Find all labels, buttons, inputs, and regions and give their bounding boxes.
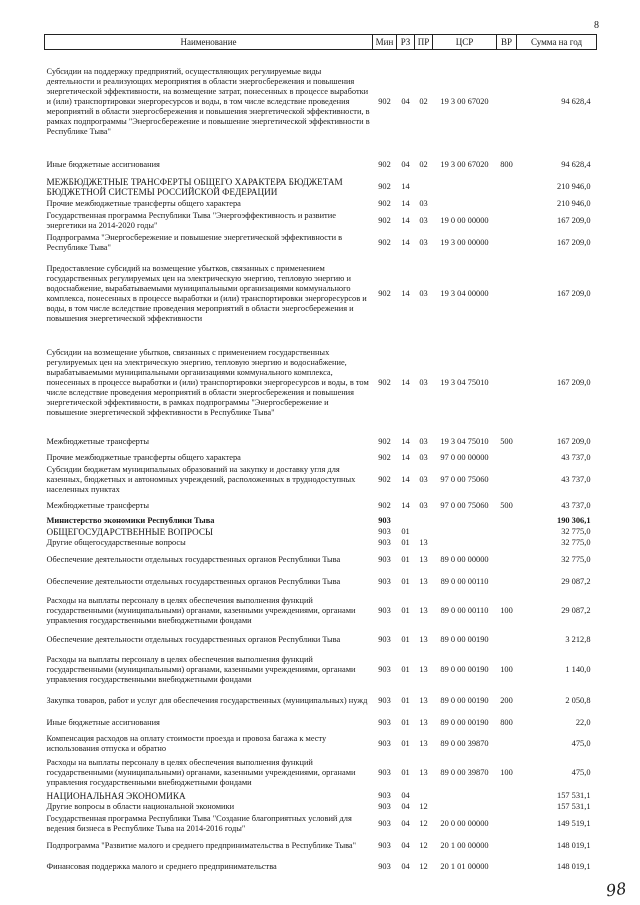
- cell-rz: 04: [401, 861, 410, 871]
- cell-name: Компенсация расходов на оплату стоимости проезда и провоза багажа к месту использования отпуска и обратно: [46, 733, 327, 753]
- cell-sum: 167 209,0: [557, 237, 591, 247]
- cell-sum: 167 209,0: [557, 288, 591, 298]
- cell-min: 903: [378, 818, 391, 828]
- cell-sum: 210 946,0: [557, 181, 591, 191]
- table-row: [45, 496, 597, 516]
- cell-csr: 20 1 01 00000: [440, 861, 489, 871]
- cell-csr: 19 3 00 67020: [440, 159, 489, 169]
- cell-name: Субсидии бюджетам муниципальных образований на закупку и доставку угля для казенных, бюджетных и автономных учреждений, расположенных в труднодоступных населенных пунктах: [46, 464, 356, 494]
- cell-csr: 19 3 00 67020: [440, 96, 489, 106]
- cell-min: 903: [378, 538, 391, 547]
- cell-min: 902: [378, 452, 391, 462]
- budget-table: [44, 34, 597, 877]
- cell-pr: 13: [419, 634, 428, 644]
- cell-sum: 43 737,0: [561, 452, 591, 462]
- cell-vr: [497, 813, 517, 835]
- cell-rz: 04: [401, 96, 410, 106]
- cell-pr: 12: [419, 802, 428, 811]
- cell-sum: 32 775,0: [561, 538, 591, 547]
- cell-sum: 167 209,0: [557, 215, 591, 225]
- cell-vr: [497, 50, 517, 154]
- cell-vr: [497, 629, 517, 651]
- cell-min: 903: [378, 861, 391, 871]
- cell-pr: 12: [419, 818, 428, 828]
- cell-pr: 03: [419, 452, 428, 462]
- table-row: [45, 210, 597, 232]
- table-row: [45, 232, 597, 254]
- cell-sum: 32 775,0: [561, 554, 591, 564]
- cell-pr: 03: [419, 436, 428, 446]
- cell-min: 903: [378, 527, 391, 536]
- cell-vr: [497, 802, 517, 813]
- cell-pr: 03: [419, 237, 428, 247]
- cell-sum: 475,0: [571, 738, 591, 748]
- cell-name: Расходы на выплаты персоналу в целях обеспечения выполнения функций государственными (муниципальными) органами, казенными учреждениями, органами управления государственными внебюджетными фондами: [46, 595, 356, 625]
- cell-rz: [397, 516, 415, 527]
- cell-pr: 03: [419, 198, 428, 208]
- cell-min: 903: [378, 802, 391, 811]
- cell-rz: 01: [401, 717, 410, 727]
- cell-csr: 19 3 04 75010: [440, 436, 489, 446]
- table-row: [45, 176, 597, 198]
- cell-csr: [433, 516, 497, 527]
- cell-pr: [415, 527, 433, 538]
- cell-name: Другие общегосударственные вопросы: [46, 538, 186, 547]
- cell-rz: 04: [401, 818, 410, 828]
- table-row: [45, 154, 597, 176]
- cell-vr: 100: [500, 767, 513, 777]
- cell-name: МЕЖБЮДЖЕТНЫЕ ТРАНСФЕРТЫ ОБЩЕГО ХАРАКТЕРА БЮДЖЕТАМ БЮДЖЕТНОЙ СИСТЕМЫ РОССИЙСКОЙ ФЕДЕРАЦИИ: [46, 176, 343, 197]
- cell-csr: [433, 791, 497, 802]
- cell-csr: 20 1 00 00000: [440, 840, 489, 850]
- table-row: [45, 713, 597, 733]
- handwritten-page-mark: 98: [604, 878, 628, 901]
- cell-sum: 475,0: [571, 767, 591, 777]
- cell-rz: 14: [401, 181, 410, 191]
- table-row: [45, 254, 597, 334]
- header-name: Наименование: [45, 35, 373, 50]
- cell-csr: [433, 538, 497, 549]
- table-row: [45, 689, 597, 713]
- cell-name: НАЦИОНАЛЬНАЯ ЭКОНОМИКА: [46, 791, 186, 801]
- table-row: [45, 813, 597, 835]
- cell-name: Обеспечение деятельности отдельных государственных органов Республики Тыва: [46, 554, 341, 564]
- cell-pr: 13: [419, 554, 428, 564]
- table-row: [45, 629, 597, 651]
- cell-csr: 19 3 04 75010: [440, 377, 489, 387]
- cell-rz: 14: [401, 377, 410, 387]
- table-row: [45, 733, 597, 755]
- cell-pr: 12: [419, 861, 428, 871]
- cell-pr: 02: [419, 159, 428, 169]
- cell-vr: [497, 516, 517, 527]
- cell-csr: 19 0 00 00000: [440, 215, 489, 225]
- cell-vr: [497, 254, 517, 334]
- cell-pr: 13: [419, 538, 428, 547]
- cell-pr: 03: [419, 288, 428, 298]
- table-row: [45, 452, 597, 464]
- cell-name: Межбюджетные трансферты: [46, 436, 150, 446]
- header-rz: РЗ: [397, 35, 415, 50]
- cell-rz: 01: [401, 576, 410, 586]
- cell-vr: [497, 232, 517, 254]
- cell-pr: [415, 791, 433, 802]
- cell-sum: 157 531,1: [557, 791, 591, 800]
- cell-pr: 13: [419, 767, 428, 777]
- cell-csr: [433, 176, 497, 198]
- cell-vr: 800: [500, 159, 513, 169]
- page-number: 8: [594, 20, 599, 31]
- cell-vr: 500: [500, 500, 513, 510]
- table-row: [45, 835, 597, 857]
- cell-pr: 03: [419, 377, 428, 387]
- cell-sum: 210 946,0: [557, 198, 591, 208]
- cell-sum: 43 737,0: [561, 500, 591, 510]
- cell-rz: 04: [401, 802, 410, 811]
- table-body: [45, 50, 597, 877]
- cell-pr: 03: [419, 500, 428, 510]
- cell-name: Прочие межбюджетные трансферты общего характера: [46, 198, 241, 208]
- cell-vr: 800: [500, 717, 513, 727]
- table-row: [45, 50, 597, 154]
- cell-name: Подпрограмма "Энергосбережение и повышение энергетической эффективности в Республике Тыва": [46, 232, 343, 252]
- cell-rz: 01: [401, 605, 410, 615]
- cell-pr: 13: [419, 695, 428, 705]
- table-row: [45, 791, 597, 802]
- table-row: [45, 593, 597, 629]
- cell-csr: 89 0 00 39870: [440, 738, 489, 748]
- cell-rz: 14: [401, 237, 410, 247]
- cell-min: 902: [378, 198, 391, 208]
- cell-pr: 13: [419, 738, 428, 748]
- cell-vr: [497, 176, 517, 198]
- cell-csr: 97 0 00 00000: [440, 452, 489, 462]
- cell-rz: 01: [401, 767, 410, 777]
- table-row: [45, 527, 597, 538]
- table-row: [45, 802, 597, 813]
- cell-sum: 167 209,0: [557, 436, 591, 446]
- cell-min: 903: [378, 516, 391, 525]
- table-row: [45, 651, 597, 689]
- cell-sum: 29 087,2: [561, 605, 591, 615]
- cell-min: 903: [378, 695, 391, 705]
- cell-pr: 02: [419, 96, 428, 106]
- cell-csr: 89 0 00 00190: [440, 664, 489, 674]
- cell-rz: 04: [401, 840, 410, 850]
- cell-vr: [497, 198, 517, 210]
- cell-csr: 19 3 00 00000: [440, 237, 489, 247]
- cell-name: Министерство экономики Республики Тыва: [46, 516, 215, 525]
- header-sum: Сумма на год: [517, 35, 597, 50]
- cell-min: 903: [378, 664, 391, 674]
- cell-rz: 01: [401, 664, 410, 674]
- cell-name: Обеспечение деятельности отдельных государственных органов Республики Тыва: [46, 576, 341, 586]
- cell-vr: [497, 334, 517, 432]
- cell-pr: 13: [419, 664, 428, 674]
- header-vr: ВР: [497, 35, 517, 50]
- table-row: [45, 538, 597, 549]
- cell-name: ОБЩЕГОСУДАРСТВЕННЫЕ ВОПРОСЫ: [46, 527, 214, 537]
- cell-rz: 04: [401, 791, 410, 800]
- cell-vr: [497, 835, 517, 857]
- cell-rz: 14: [401, 215, 410, 225]
- cell-min: 902: [378, 500, 391, 510]
- cell-vr: 100: [500, 605, 513, 615]
- cell-csr: 89 0 00 00000: [440, 554, 489, 564]
- cell-csr: [433, 198, 497, 210]
- cell-sum: 190 306,1: [557, 516, 591, 525]
- cell-name: Иные бюджетные ассигнования: [46, 159, 160, 169]
- cell-sum: 2 050,8: [565, 695, 591, 705]
- cell-min: 903: [378, 634, 391, 644]
- cell-sum: 149 519,1: [557, 818, 591, 828]
- cell-vr: 100: [500, 664, 513, 674]
- cell-vr: [497, 452, 517, 464]
- cell-name: Обеспечение деятельности отдельных государственных органов Республики Тыва: [46, 634, 341, 644]
- cell-csr: [433, 802, 497, 813]
- cell-rz: 14: [401, 436, 410, 446]
- table-row: [45, 198, 597, 210]
- cell-pr: 03: [419, 474, 428, 484]
- table-header: [45, 35, 597, 50]
- cell-csr: 20 0 00 00000: [440, 818, 489, 828]
- cell-csr: 89 0 00 00110: [440, 576, 489, 586]
- cell-name: Субсидии на возмещение убытков, связанных с применением государственных регулируемых цен на электрическую энергию, тепловую энергию и водоснабжение, вырабатываемыми муниципальными организациями коммунального комплекса, понесенных в процессе выработки и (или) транспортировки энергоресурсов и воды, в том числе вследствие проведения мероприятий в области энергосбережения и повышения энергетической эффективности, в рамках подпрограммы "Энергосбережение и повышение энергетической эффективности в Республике Тыва": [46, 347, 369, 417]
- cell-name: Другие вопросы в области национальной экономики: [46, 802, 235, 811]
- cell-min: 902: [378, 288, 391, 298]
- table-row: [45, 755, 597, 791]
- table-row: [45, 549, 597, 571]
- cell-name: Подпрограмма "Развитие малого и среднего предпринимательства в Республике Тыва": [46, 840, 357, 850]
- cell-name: Субсидии на поддержку предприятий, осуществляющих регулируемые виды деятельности и реализующих мероприятия в области энергосбережения и повышения энергетической эффективности, на возмещение затрат, понесенных в процессе выработки и (или) транспортировки энергоресурсов и воды, в том числе вследствие проведения мероприятий в области энергосбережения и повышения энергетической эффективности, в рамках подпрограммы "Энергосбережение и повышение энергетической эффективности в Республике Тыва": [46, 66, 370, 136]
- cell-name: Государственная программа Республики Тыва "Создание благоприятных условий для ведения бизнеса в Республике Тыва на 2014-2016 годы": [46, 813, 352, 833]
- cell-name: Закупка товаров, работ и услуг для обеспечения государственных (муниципальных) нужд: [46, 695, 368, 705]
- cell-vr: [497, 210, 517, 232]
- cell-rz: 14: [401, 288, 410, 298]
- cell-vr: [497, 527, 517, 538]
- cell-vr: [497, 538, 517, 549]
- cell-sum: 94 628,4: [561, 159, 591, 169]
- table-row: [45, 571, 597, 593]
- cell-min: 902: [378, 436, 391, 446]
- cell-pr: 13: [419, 576, 428, 586]
- cell-vr: [497, 549, 517, 571]
- cell-sum: 94 628,4: [561, 96, 591, 106]
- cell-rz: 01: [401, 554, 410, 564]
- cell-min: 903: [378, 576, 391, 586]
- table-row: [45, 432, 597, 452]
- cell-min: 903: [378, 791, 391, 800]
- cell-csr: 19 3 04 00000: [440, 288, 489, 298]
- cell-csr: 89 0 00 39870: [440, 767, 489, 777]
- cell-sum: 167 209,0: [557, 377, 591, 387]
- cell-min: 903: [378, 738, 391, 748]
- cell-name: Предоставление субсидий на возмещение убытков, связанных с применением государственных регулируемых цен на электрическую энергию, тепловую энергию и водоснабжение, вырабатываемыми муниципальными организациями коммунального комплекса, понесенных в процессе выработки и (или) транспортировки энергоресурсов и воды, в том числе вследствие проведения мероприятий в области энергосбережения и повышения энергетической эффективности: [46, 263, 367, 323]
- table-row: [45, 334, 597, 432]
- cell-sum: 22,0: [575, 717, 591, 727]
- cell-name: Иные бюджетные ассигнования: [46, 717, 160, 727]
- cell-sum: 32 775,0: [561, 527, 591, 536]
- cell-min: 903: [378, 717, 391, 727]
- cell-rz: 04: [401, 159, 410, 169]
- cell-min: 902: [378, 237, 391, 247]
- table-row: [45, 857, 597, 877]
- header-csr: ЦСР: [433, 35, 497, 50]
- cell-csr: 89 0 00 00190: [440, 717, 489, 727]
- cell-pr: [415, 516, 433, 527]
- cell-min: 902: [378, 377, 391, 387]
- cell-pr: 13: [419, 717, 428, 727]
- cell-rz: 14: [401, 474, 410, 484]
- cell-rz: 14: [401, 198, 410, 208]
- cell-vr: [497, 733, 517, 755]
- header-min: Мин: [373, 35, 397, 50]
- cell-rz: 01: [401, 634, 410, 644]
- cell-vr: [497, 464, 517, 496]
- cell-min: 902: [378, 96, 391, 106]
- cell-pr: 13: [419, 605, 428, 615]
- cell-name: Государственная программа Республики Тыва "Энергоэффективность и развитие энергетики на 2014-2020 годы": [46, 210, 336, 230]
- cell-pr: 03: [419, 215, 428, 225]
- cell-sum: 1 140,0: [565, 664, 591, 674]
- cell-csr: 89 0 00 00110: [440, 605, 489, 615]
- cell-min: 902: [378, 474, 391, 484]
- cell-min: 902: [378, 215, 391, 225]
- cell-sum: 148 019,1: [557, 840, 591, 850]
- cell-sum: 157 531,1: [557, 802, 591, 811]
- cell-min: 902: [378, 159, 391, 169]
- cell-vr: 200: [500, 695, 513, 705]
- cell-min: 903: [378, 605, 391, 615]
- cell-rz: 01: [401, 527, 410, 536]
- cell-min: 903: [378, 554, 391, 564]
- cell-pr: [415, 176, 433, 198]
- cell-rz: 14: [401, 452, 410, 462]
- table-row: [45, 464, 597, 496]
- cell-vr: [497, 791, 517, 802]
- cell-vr: [497, 571, 517, 593]
- header-pr: ПР: [415, 35, 433, 50]
- cell-csr: 97 0 00 75060: [440, 500, 489, 510]
- cell-sum: 29 087,2: [561, 576, 591, 586]
- cell-name: Прочие межбюджетные трансферты общего характера: [46, 452, 241, 462]
- cell-csr: 89 0 00 00190: [440, 634, 489, 644]
- cell-name: Расходы на выплаты персоналу в целях обеспечения выполнения функций государственными (муниципальными) органами, казенными учреждениями, органами управления государственными внебюджетными фондами: [46, 757, 356, 787]
- cell-sum: 43 737,0: [561, 474, 591, 484]
- cell-name: Межбюджетные трансферты: [46, 500, 150, 510]
- cell-pr: 12: [419, 840, 428, 850]
- cell-sum: 148 019,1: [557, 861, 591, 871]
- table-row: [45, 516, 597, 527]
- cell-rz: 01: [401, 738, 410, 748]
- cell-csr: 97 0 00 75060: [440, 474, 489, 484]
- cell-csr: 89 0 00 00190: [440, 695, 489, 705]
- cell-vr: [497, 857, 517, 877]
- cell-min: 903: [378, 767, 391, 777]
- cell-rz: 14: [401, 500, 410, 510]
- cell-rz: 01: [401, 538, 410, 547]
- cell-min: 902: [378, 181, 391, 191]
- cell-rz: 01: [401, 695, 410, 705]
- cell-vr: 500: [500, 436, 513, 446]
- cell-name: Финансовая поддержка малого и среднего предпринимательства: [46, 861, 277, 871]
- cell-min: 903: [378, 840, 391, 850]
- cell-name: Расходы на выплаты персоналу в целях обеспечения выполнения функций государственными (муниципальными) органами, казенными учреждениями, органами управления государственными внебюджетными фондами: [46, 654, 356, 684]
- cell-sum: 3 212,8: [565, 634, 591, 644]
- cell-csr: [433, 527, 497, 538]
